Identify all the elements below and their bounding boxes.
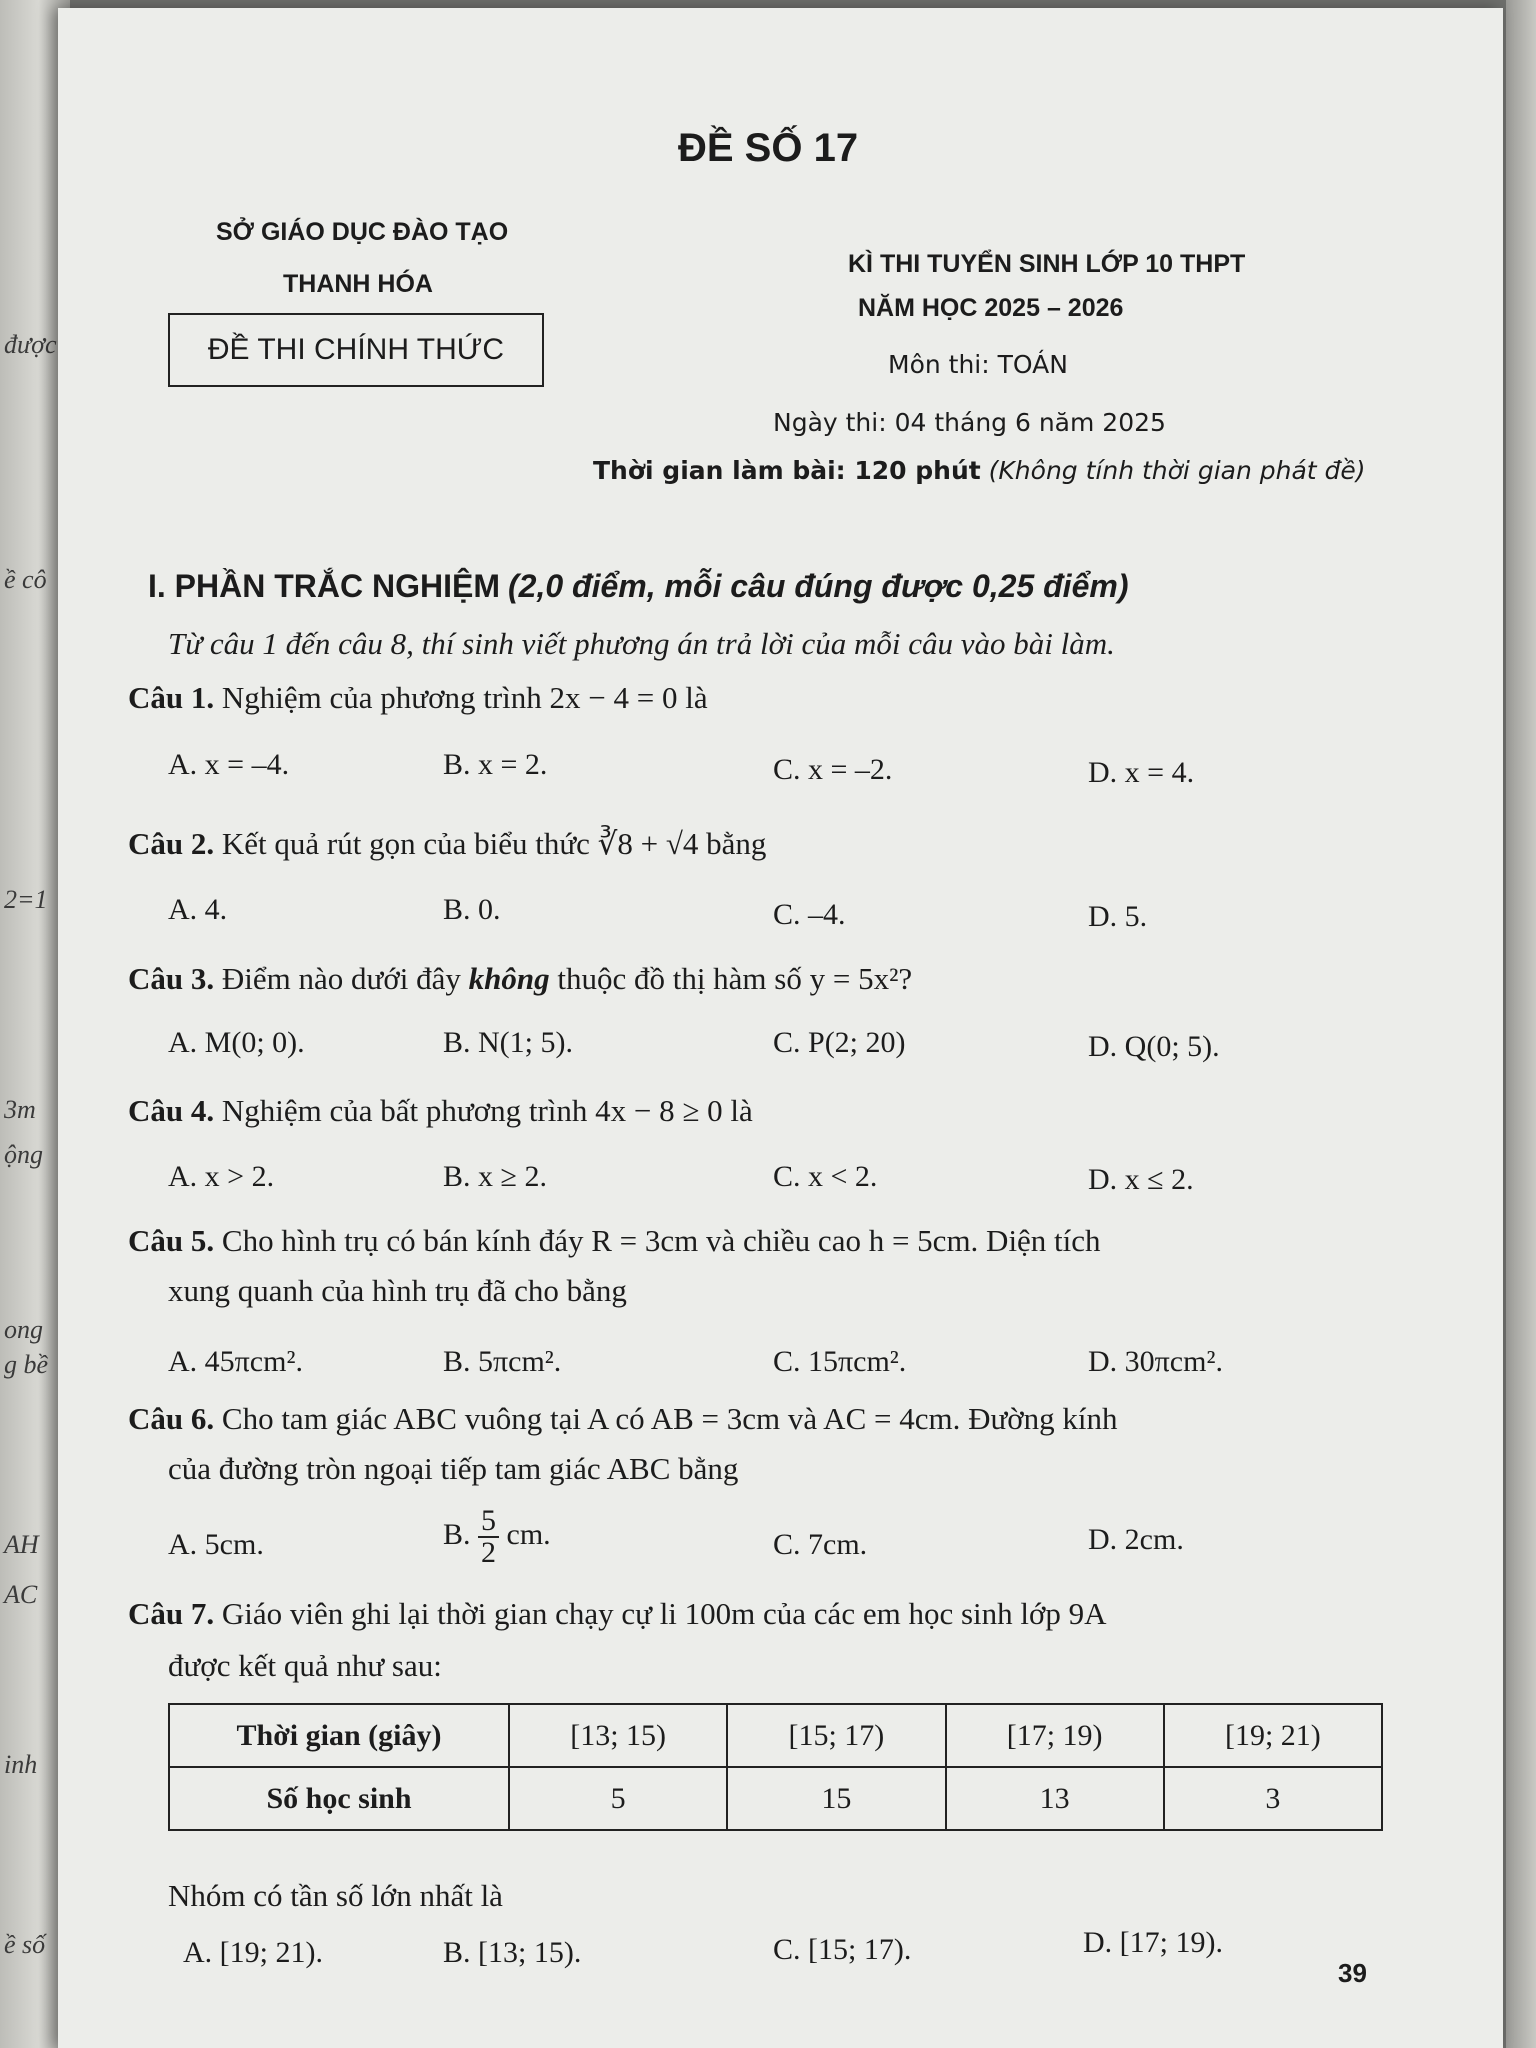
question-4 bbox=[128, 1093, 753, 1129]
fraction bbox=[478, 1506, 499, 1568]
table-cell: [13; 15) bbox=[509, 1704, 727, 1767]
question-text: Giáo viên ghi lại thời gian chạy cự li 100m của các em học sinh lớp 9A bbox=[221, 1596, 1107, 1631]
exam-number: ĐỀ SỐ 17 bbox=[678, 126, 859, 170]
left-fragment: inh bbox=[4, 1750, 38, 1779]
table-cell: 15 bbox=[727, 1767, 945, 1830]
option-d: D. x ≤ 2. bbox=[1088, 1163, 1194, 1196]
question-label: Câu 2. bbox=[128, 826, 215, 861]
question-7-prompt: Nhóm có tần số lớn nhất là bbox=[168, 1878, 503, 1913]
question-label: Câu 5. bbox=[128, 1223, 215, 1258]
option-d: D. Q(0; 5). bbox=[1088, 1030, 1220, 1063]
option-c: C. 7cm. bbox=[773, 1528, 868, 1561]
question-text: Nghiệm của bất phương trình 4x − 8 ≥ 0 là bbox=[221, 1093, 753, 1128]
section-instruction: Từ câu 1 đến câu 8, thí sinh viết phương án trả lời của mỗi câu vào bài làm. bbox=[168, 626, 1115, 661]
option-a: A. 4. bbox=[168, 893, 228, 926]
question-6 bbox=[128, 1401, 1118, 1437]
question-label: Câu 4. bbox=[128, 1093, 215, 1128]
left-fragment: 2=1 bbox=[4, 885, 48, 914]
question-text: Nghiệm của phương trình 2x − 4 = 0 là bbox=[221, 680, 708, 715]
table-row bbox=[169, 1767, 1382, 1830]
table-header-cell: Thời gian (giây) bbox=[169, 1704, 509, 1767]
left-fragment: AC bbox=[4, 1580, 38, 1609]
left-fragment: được bbox=[4, 330, 57, 359]
option-b: B. x = 2. bbox=[443, 748, 548, 781]
option-b bbox=[443, 1506, 551, 1568]
duration-label: Thời gian làm bài: 120 phút bbox=[593, 456, 981, 485]
question-label: Câu 1. bbox=[128, 680, 215, 715]
option-b-unit: cm. bbox=[506, 1517, 551, 1551]
question-emphasis: không bbox=[468, 961, 550, 996]
section-points: (2,0 điểm, mỗi câu đúng được 0,25 điểm) bbox=[508, 568, 1129, 604]
exam-title: KÌ THI TUYỂN SINH LỚP 10 THPT bbox=[848, 250, 1246, 278]
exam-page bbox=[58, 8, 1503, 2048]
option-a: A. x > 2. bbox=[168, 1160, 275, 1193]
option-c: C. P(2; 20) bbox=[773, 1026, 906, 1059]
frequency-table bbox=[168, 1703, 1383, 1831]
question-5 bbox=[128, 1223, 1101, 1259]
question-label: Câu 3. bbox=[128, 961, 215, 996]
table-cell: [15; 17) bbox=[727, 1704, 945, 1767]
option-b: B. N(1; 5). bbox=[443, 1026, 573, 1059]
question-text: Cho hình trụ có bán kính đáy R = 3cm và chiều cao h = 5cm. Diện tích bbox=[221, 1223, 1101, 1258]
question-6-line2: của đường tròn ngoại tiếp tam giác ABC bằng bbox=[168, 1451, 739, 1486]
question-text-after: thuộc đồ thị hàm số y = 5x²? bbox=[557, 961, 913, 996]
option-a: A. 5cm. bbox=[168, 1528, 264, 1561]
option-c: C. –4. bbox=[773, 898, 846, 931]
department-name: SỞ GIÁO DỤC ĐÀO TẠO bbox=[216, 218, 509, 246]
option-c: C. [15; 17). bbox=[773, 1933, 912, 1966]
option-d: D. 5. bbox=[1088, 900, 1148, 933]
question-label: Câu 6. bbox=[128, 1401, 215, 1436]
duration-note: (Không tính thời gian phát đề) bbox=[988, 456, 1366, 485]
option-a: A. 45πcm². bbox=[168, 1345, 303, 1378]
official-exam-label: ĐỀ THI CHÍNH THỨC bbox=[168, 313, 544, 387]
section-heading bbox=[148, 568, 1128, 605]
option-b: B. x ≥ 2. bbox=[443, 1160, 547, 1193]
option-b: B. [13; 15). bbox=[443, 1936, 582, 1969]
fraction-denominator: 2 bbox=[481, 1536, 497, 1569]
question-text: Điểm nào dưới đây bbox=[221, 961, 461, 996]
option-a: A. M(0; 0). bbox=[168, 1026, 305, 1059]
left-fragment: ộng bbox=[4, 1140, 43, 1169]
option-b-label: B. bbox=[443, 1517, 471, 1551]
exam-subject: Môn thi: TOÁN bbox=[888, 350, 1068, 379]
option-c: C. 15πcm². bbox=[773, 1345, 907, 1378]
option-b: B. 0. bbox=[443, 893, 501, 926]
option-d: D. 2cm. bbox=[1088, 1523, 1184, 1556]
option-d: D. x = 4. bbox=[1088, 756, 1195, 789]
question-5-line2: xung quanh của hình trụ đã cho bằng bbox=[168, 1273, 627, 1308]
table-header-cell: Số học sinh bbox=[169, 1767, 509, 1830]
section-title: I. PHẦN TRẮC NGHIỆM bbox=[148, 568, 500, 604]
option-c: C. x = –2. bbox=[773, 753, 893, 786]
table-cell: 13 bbox=[946, 1767, 1164, 1830]
left-fragment: ề cô bbox=[4, 565, 47, 594]
option-c: C. x < 2. bbox=[773, 1160, 878, 1193]
question-1 bbox=[128, 680, 708, 716]
option-a: A. x = –4. bbox=[168, 748, 290, 781]
page-number: 39 bbox=[1338, 1958, 1367, 1988]
question-3 bbox=[128, 961, 912, 997]
table-cell: [19; 21) bbox=[1164, 1704, 1382, 1767]
question-text: Kết quả rút gọn của biểu thức ∛8 + √4 bằng bbox=[221, 826, 767, 861]
exam-duration bbox=[593, 456, 1366, 485]
province-name: THANH HÓA bbox=[283, 270, 433, 298]
option-a: A. [19; 21). bbox=[183, 1936, 323, 1969]
question-label: Câu 7. bbox=[128, 1596, 215, 1631]
left-fragment: g bề bbox=[4, 1350, 49, 1379]
option-d: D. [17; 19). bbox=[1083, 1926, 1223, 1959]
table-row bbox=[169, 1704, 1382, 1767]
option-d: D. 30πcm². bbox=[1088, 1345, 1223, 1378]
left-fragment: ề số bbox=[4, 1930, 46, 1959]
question-text: Cho tam giác ABC vuông tại A có AB = 3cm và AC = 4cm. Đường kính bbox=[221, 1401, 1118, 1436]
question-7 bbox=[128, 1596, 1107, 1632]
question-7-line2: được kết quả như sau: bbox=[168, 1648, 442, 1683]
right-page-edge bbox=[1506, 0, 1536, 2048]
exam-date: Ngày thi: 04 tháng 6 năm 2025 bbox=[773, 408, 1166, 437]
table-cell: 3 bbox=[1164, 1767, 1382, 1830]
school-year: NĂM HỌC 2025 – 2026 bbox=[858, 294, 1124, 322]
option-b: B. 5πcm². bbox=[443, 1345, 562, 1378]
left-fragment: 3m bbox=[4, 1095, 36, 1124]
table-cell: [17; 19) bbox=[946, 1704, 1164, 1767]
left-fragment: AH bbox=[4, 1530, 39, 1559]
question-2 bbox=[128, 826, 766, 862]
left-fragment: ong bbox=[4, 1315, 43, 1344]
fraction-numerator: 5 bbox=[478, 1506, 499, 1538]
table-cell: 5 bbox=[509, 1767, 727, 1830]
